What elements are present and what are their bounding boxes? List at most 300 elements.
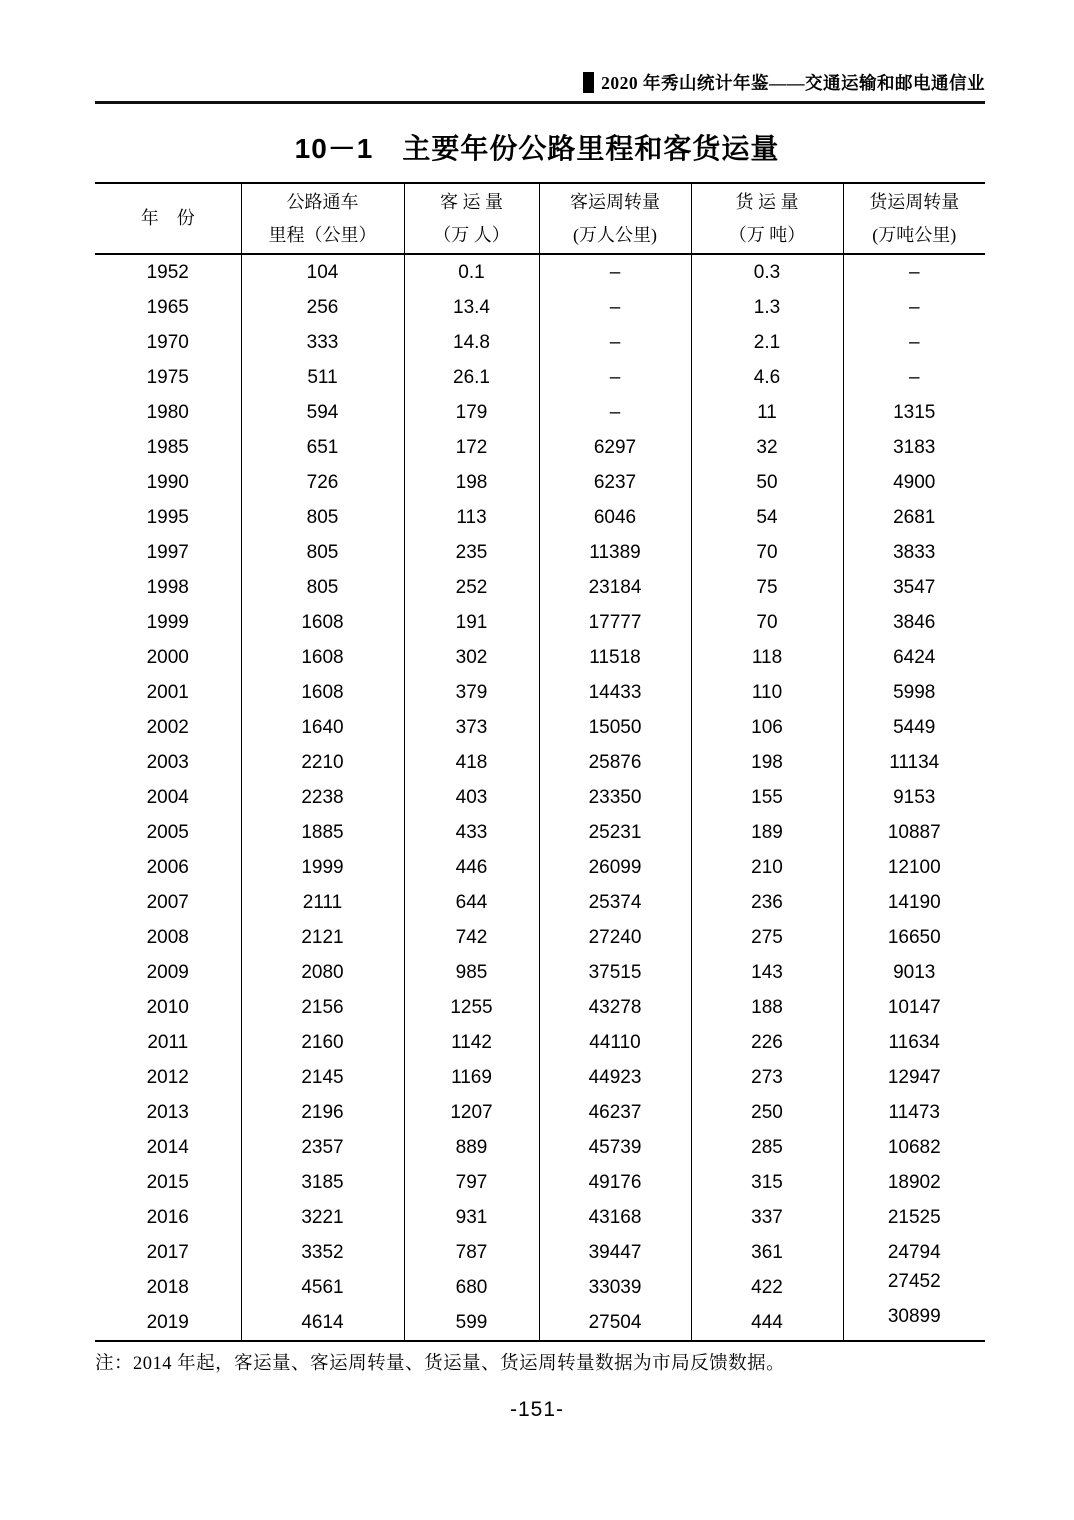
table-cell [539,710,691,745]
cell-value: 1952 [146,261,189,283]
cell-value: 45739 [588,1136,642,1158]
table-row [95,325,985,360]
cell-value: 11134 [889,751,940,773]
table-cell [843,710,985,745]
table-cell [691,254,843,290]
table-cell [691,1165,843,1200]
cell-value: 444 [751,1311,783,1333]
cell-value: 14433 [588,681,642,703]
table-cell [843,500,985,535]
cell-value: 43168 [588,1206,642,1228]
table-cell [843,254,985,290]
cell-value: 189 [751,821,783,843]
table-cell [691,710,843,745]
statistics-table [95,182,985,1342]
cell-value: 23350 [588,786,642,808]
table-cell [539,290,691,325]
table-cell [539,570,691,605]
table-cell [539,465,691,500]
table-cell [404,1130,539,1165]
table-cell [843,990,985,1025]
table-cell [241,675,404,710]
cell-value: 797 [455,1171,488,1193]
table-row [95,360,985,395]
table-body [95,254,985,1341]
table-cell [95,1025,241,1060]
table-cell [95,535,241,570]
table-cell [843,955,985,990]
table-cell [843,1235,985,1270]
cell-value: 2156 [301,996,344,1018]
table-cell [404,254,539,290]
cell-value: 2010 [146,996,189,1018]
table-cell [691,605,843,640]
cell-value: 2012 [146,1066,189,1088]
table-cell [539,1165,691,1200]
cell-value: 46237 [588,1101,642,1123]
cell-value: 275 [751,926,783,948]
column-header-line: 客 运 量 [440,191,503,212]
cell-value: 33039 [588,1276,642,1298]
table-title: 10－1 主要年份公路里程和客货运量 [294,133,780,164]
cell-value: 3547 [893,576,936,598]
table-cell [539,1060,691,1095]
cell-value: 44923 [588,1066,642,1088]
cell-value: 285 [751,1136,783,1158]
table-cell [95,290,241,325]
table-cell [95,1235,241,1270]
cell-value: 27452 [887,1270,941,1292]
column-header-passenger-traffic [404,183,539,254]
cell-value: 25231 [588,821,642,843]
cell-value: 2681 [893,506,936,528]
cell-value: 2238 [301,786,344,808]
table-cell [241,465,404,500]
cell-value: 373 [455,716,488,738]
table-cell [241,1200,404,1235]
cell-value: 3846 [893,611,936,633]
table-cell [843,815,985,850]
table-cell [539,885,691,920]
table-cell [404,780,539,815]
table-cell [241,395,404,430]
cell-value: 1990 [146,471,189,493]
table-cell [691,920,843,955]
cell-value: 54 [756,506,778,528]
cell-value: 2009 [146,961,189,983]
cell-value: 2.1 [753,331,781,353]
cell-value: 2002 [146,716,189,738]
cell-value: 25374 [588,891,642,913]
cell-value: 805 [306,541,339,563]
column-header-line: 货运周转量 [869,191,960,212]
cell-value: 75 [756,576,778,598]
column-header-freight-turnover [843,183,985,254]
cell-value: 1985 [146,436,189,458]
cell-value: 742 [455,926,488,948]
cell-value: 6046 [593,506,637,528]
table-cell [843,1095,985,1130]
cell-value: 104 [306,261,339,283]
cell-value: 6237 [593,471,637,493]
table-cell [95,325,241,360]
cell-value: 32 [756,436,778,458]
table-cell [691,815,843,850]
cell-value: 3833 [893,541,936,563]
table-cell [241,1305,404,1341]
table-cell [404,1200,539,1235]
cell-value: 931 [455,1206,488,1228]
cell-value: 11389 [589,541,641,563]
cell-value: 2001 [146,681,189,703]
table-cell [241,990,404,1025]
cell-value: 1999 [146,611,189,633]
table-cell [404,990,539,1025]
cell-value: – [609,331,621,353]
cell-value: 11 [757,401,777,423]
table-cell [843,1270,985,1305]
table-cell [404,1095,539,1130]
table-cell [691,1130,843,1165]
table-cell [241,1235,404,1270]
table-cell [539,815,691,850]
cell-value: 26.1 [453,366,490,388]
table-cell [241,710,404,745]
column-header-year [95,183,241,254]
cell-value: 110 [751,681,783,703]
table-row [95,430,985,465]
cell-value: 2121 [301,926,344,948]
table-cell [404,640,539,675]
cell-value: 1608 [301,611,344,633]
table-row [95,710,985,745]
table-cell [691,430,843,465]
table-cell [843,535,985,570]
cell-value: 787 [455,1241,488,1263]
table-cell [539,955,691,990]
table-cell [691,465,843,500]
table-cell [241,535,404,570]
cell-value: 1975 [146,366,189,388]
column-header-line: (万吨公里) [872,224,957,245]
table-cell [404,710,539,745]
table-cell [843,290,985,325]
table-cell [241,1165,404,1200]
table-cell [241,325,404,360]
cell-value: – [908,366,920,388]
table-cell [843,360,985,395]
cell-value: 726 [306,471,339,493]
table-cell [539,640,691,675]
footnote: 注：2014 年起，客运量、客运周转量、货运量、货运周转量数据为市局反馈数据。 [95,1354,786,1374]
table-cell [691,640,843,675]
table-cell [843,920,985,955]
table-cell [95,254,241,290]
table-cell [843,1165,985,1200]
table-cell [95,1130,241,1165]
table-row [95,675,985,710]
cell-value: 9013 [893,961,936,983]
cell-value: 6424 [893,646,936,668]
cell-value: 15050 [588,716,642,738]
table-cell [539,1200,691,1235]
table-row [95,1130,985,1165]
table-cell [404,675,539,710]
table-cell [404,290,539,325]
table-cell [843,850,985,885]
table-row [95,1060,985,1095]
table-cell [95,395,241,430]
table-cell [843,1200,985,1235]
cell-value: 2080 [301,961,344,983]
cell-value: 511 [307,366,338,388]
cell-value: 39447 [588,1241,642,1263]
cell-value: – [908,296,920,318]
cell-value: 422 [751,1276,783,1298]
table-cell [691,850,843,885]
column-header-line: 客运周转量 [570,191,660,212]
column-header-passenger-turnover [539,183,691,254]
cell-value: 11634 [888,1031,940,1053]
cell-value: 11473 [888,1101,940,1123]
cell-value: 3183 [893,436,936,458]
table-cell [843,570,985,605]
cell-value: 3221 [301,1206,344,1228]
table-cell [95,920,241,955]
cell-value: 446 [455,856,488,878]
cell-value: 70 [756,611,778,633]
cell-value: 2210 [301,751,344,773]
table-cell [404,1060,539,1095]
cell-value: 2005 [146,821,189,843]
cell-value: 10147 [887,996,941,1018]
cell-value: 2015 [146,1171,189,1193]
table-cell [691,990,843,1025]
table-row [95,920,985,955]
table-row [95,815,985,850]
cell-value: 5449 [893,716,936,738]
cell-value: 1608 [301,681,344,703]
table-cell [843,465,985,500]
cell-value: – [609,261,621,283]
table-cell [843,605,985,640]
cell-value: 4614 [301,1311,344,1333]
cell-value: 1980 [146,401,189,423]
cell-value: 172 [455,436,488,458]
cell-value: 433 [455,821,488,843]
table-cell [404,920,539,955]
cell-value: 23184 [588,576,642,598]
cell-value: 113 [456,506,487,528]
table-cell [95,1270,241,1305]
table-row [95,1165,985,1200]
cell-value: 14190 [887,891,941,913]
cell-value: 680 [455,1276,488,1298]
column-header-line: 货 运 量 [735,191,799,212]
table-cell [539,780,691,815]
table-cell [404,1235,539,1270]
table-cell [241,1130,404,1165]
cell-value: 191 [455,611,488,633]
table-cell [95,850,241,885]
cell-value: 2019 [146,1311,189,1333]
cell-value: 6297 [593,436,637,458]
table-cell [691,955,843,990]
cell-value: 2145 [301,1066,344,1088]
cell-value: 2111 [302,891,343,913]
cell-value: 379 [455,681,488,703]
table-cell [539,850,691,885]
table-cell [691,1095,843,1130]
cell-value: 1970 [146,331,189,353]
cell-value: 10887 [887,821,941,843]
table-row [95,1095,985,1130]
table-cell [95,360,241,395]
cell-value: 1169 [451,1066,492,1088]
table-cell [95,815,241,850]
table-row [95,1025,985,1060]
cell-value: 256 [306,296,339,318]
black-bar-icon [583,72,594,93]
table-cell [404,885,539,920]
table-cell [539,430,691,465]
table-cell [691,290,843,325]
table-header [95,183,985,254]
cell-value: 2018 [146,1276,189,1298]
table-cell [241,815,404,850]
table-cell [241,1270,404,1305]
cell-value: 805 [306,576,339,598]
table-cell [843,1025,985,1060]
cell-value: 2016 [146,1206,189,1228]
cell-value: 3352 [301,1241,344,1263]
cell-value: 70 [756,541,778,563]
cell-value: 106 [751,716,783,738]
table-cell [539,745,691,780]
table-cell [539,990,691,1025]
cell-value: 143 [751,961,783,983]
table-cell [241,430,404,465]
table-cell [241,254,404,290]
table-cell [95,1165,241,1200]
table-cell [404,605,539,640]
table-cell [241,1095,404,1130]
table-cell [691,500,843,535]
table-cell [95,605,241,640]
table-row [95,990,985,1025]
table-cell [843,325,985,360]
cell-value: 43278 [588,996,642,1018]
table-cell [691,675,843,710]
table-cell [404,395,539,430]
table-cell [95,675,241,710]
table-cell [404,360,539,395]
table-header-row [95,183,985,254]
cell-value: 1608 [301,646,344,668]
cell-value: 4561 [301,1276,344,1298]
cell-value: 4900 [893,471,936,493]
cell-value: 9153 [893,786,936,808]
cell-value: 25876 [588,751,642,773]
table-cell [539,1235,691,1270]
table-cell [95,465,241,500]
cell-value: 1965 [146,296,189,318]
table-cell [404,955,539,990]
table-cell [691,1270,843,1305]
cell-value: 2006 [146,856,189,878]
table-cell [404,500,539,535]
table-row [95,1235,985,1270]
running-head-text: 2020 年秀山统计年鉴——交通运输和邮电通信业 [601,73,985,93]
cell-value: 16650 [887,926,941,948]
cell-value: 10682 [887,1136,941,1158]
cell-value: 0.1 [458,261,485,283]
table-cell [404,1165,539,1200]
table-cell [843,1305,985,1341]
cell-value: 1998 [146,576,189,598]
cell-value: 2007 [146,891,189,913]
column-header-freight-traffic [691,183,843,254]
table-cell [691,1235,843,1270]
table-cell [404,1305,539,1341]
cell-value: 236 [751,891,783,913]
cell-value: 235 [455,541,488,563]
cell-value: 1255 [450,996,493,1018]
page-number: -151- [509,1398,565,1421]
table-row [95,1305,985,1341]
table-cell [241,920,404,955]
cell-value: 179 [455,401,488,423]
table-cell [241,640,404,675]
cell-value: 2003 [146,751,189,773]
cell-value: 27504 [588,1311,642,1333]
table-cell [241,850,404,885]
table-cell [404,1025,539,1060]
cell-value: 13.4 [453,296,490,318]
cell-value: 210 [751,856,783,878]
cell-value: 805 [306,506,339,528]
cell-value: 302 [455,646,488,668]
cell-value: 2196 [301,1101,344,1123]
cell-value: 599 [455,1311,488,1333]
table-cell [241,885,404,920]
cell-value: 985 [455,961,488,983]
table-cell [539,1095,691,1130]
table-cell [95,500,241,535]
cell-value: 1315 [893,401,936,423]
table-cell [241,955,404,990]
column-header-line: 年 份 [140,208,195,228]
table-cell [843,675,985,710]
cell-value: 3185 [301,1171,344,1193]
table-cell [539,395,691,430]
cell-value: 155 [751,786,783,808]
table-cell [691,1200,843,1235]
table-cell [241,290,404,325]
cell-value: 333 [306,331,339,353]
table-row [95,570,985,605]
table-cell [241,500,404,535]
table-row [95,885,985,920]
table-cell [241,745,404,780]
cell-value: 18902 [887,1171,941,1193]
column-header-line: (万人公里) [573,224,657,245]
table-cell [691,745,843,780]
cell-value: 252 [455,576,488,598]
cell-value: 403 [455,786,488,808]
cell-value: 49176 [588,1171,642,1193]
cell-value: 26099 [588,856,642,878]
